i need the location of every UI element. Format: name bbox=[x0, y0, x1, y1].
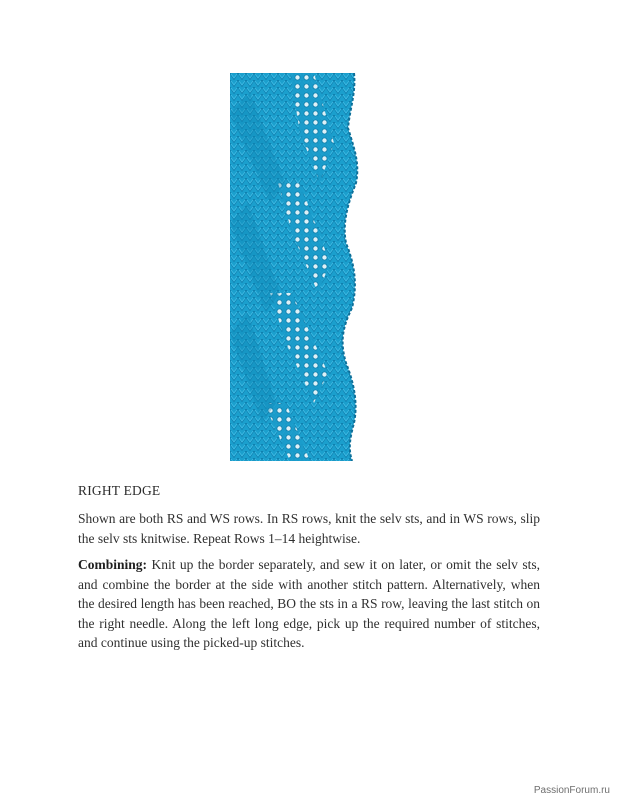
watermark: PassionForum.ru bbox=[533, 785, 610, 796]
combining-label: Combining: bbox=[78, 557, 148, 572]
combining-paragraph bbox=[78, 555, 540, 653]
knit-swatch-graphic bbox=[230, 73, 360, 461]
combining-text: Knit up the border separately, and sew it on later, or omit the selv sts, and combine the border at the side with another stitch pattern. Alternatively, when the desired length has been reached, BO the sts in a RS row, leaving the last stitch on the right needle. Along the left long edge, pick up the required number of stitches, and continue using the picked-up stitches. bbox=[78, 557, 540, 650]
pattern-text bbox=[78, 483, 540, 660]
description-paragraph: Shown are both RS and WS rows. In RS rows, knit the selv sts, and in WS rows, slip the selv sts knitwise. Repeat Rows 1–14 heightwise. bbox=[78, 511, 540, 546]
knit-swatch-image bbox=[230, 73, 360, 461]
section-heading: RIGHT EDGE bbox=[78, 483, 161, 498]
